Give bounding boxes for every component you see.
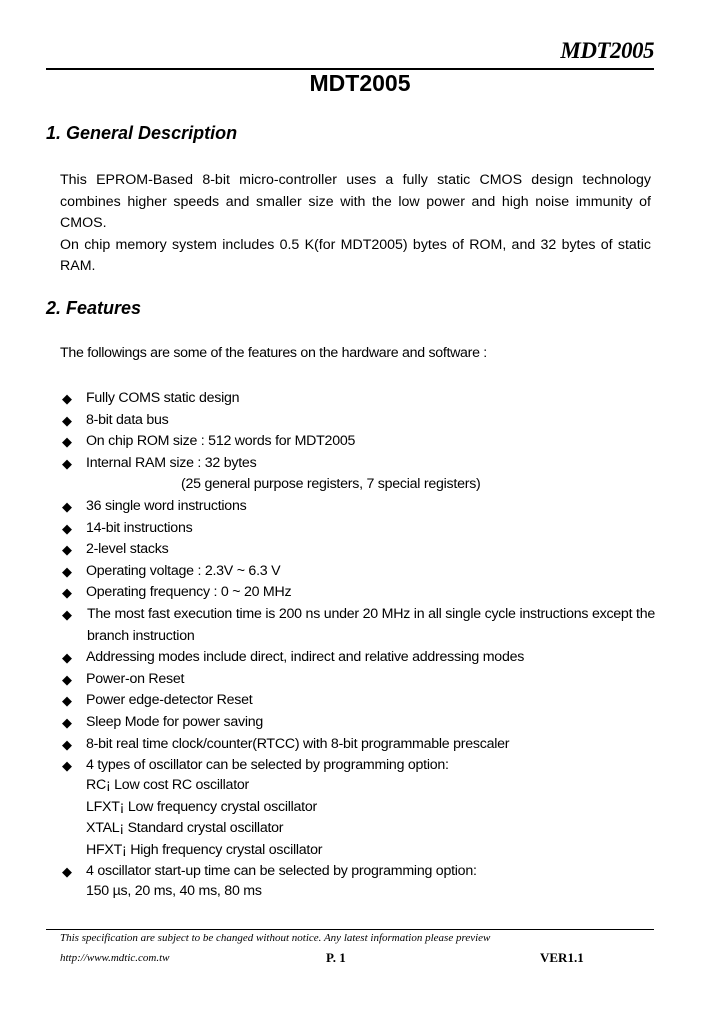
general-description-body bbox=[60, 170, 651, 278]
list-item: ◆ On chip ROM size : 512 words for MDT2005 bbox=[0, 431, 720, 453]
list-item: ◆ The most fast execution time is 200 ns under 20 MHz in all single cycle instructions except the branch instruction bbox=[62, 605, 655, 644]
list-item: ◆ 8-bit data bus bbox=[0, 410, 720, 432]
list-item: ◆ Sleep Mode for power saving bbox=[0, 712, 720, 734]
list-item: ◆ 36 single word instructions bbox=[0, 496, 720, 518]
diamond-bullet-icon: ◆ bbox=[62, 520, 72, 536]
section-heading-general-description: 1. General Description bbox=[46, 123, 238, 143]
footer-website-link[interactable]: http://www.mdtic.com.tw bbox=[60, 952, 170, 964]
features-intro: The followings are some of the features on the hardware and software : bbox=[60, 345, 487, 361]
diamond-bullet-icon: ◆ bbox=[62, 758, 72, 774]
diamond-bullet-icon: ◆ bbox=[62, 498, 72, 514]
diamond-bullet-icon: ◆ bbox=[62, 671, 72, 687]
memory-paragraph: On chip memory system includes 0.5 K(for MDT2005) bytes of ROM, and 32 bytes of static RAM. bbox=[60, 236, 651, 275]
oscillator-type-lfxt: LFXT¡ Low frequency crystal oscillator bbox=[86, 798, 317, 815]
list-item: ◆ Power-on Reset bbox=[0, 669, 720, 691]
diamond-bullet-icon: ◆ bbox=[62, 714, 72, 730]
diamond-bullet-icon: ◆ bbox=[62, 412, 72, 428]
page-number: P. 1 bbox=[326, 950, 346, 965]
document-title: MDT2005 bbox=[309, 70, 411, 96]
footer-notice: This specification are subject to be changed without notice. Any latest information please preview bbox=[60, 932, 491, 944]
startup-time-values: 150 µs, 20 ms, 40 ms, 80 ms bbox=[86, 883, 262, 900]
footer-rule bbox=[46, 929, 654, 930]
list-item: ◆ Internal RAM size : 32 bytes bbox=[0, 453, 720, 475]
running-header-title: MDT2005 bbox=[560, 38, 654, 63]
list-item: ◆ Addressing modes include direct, indirect and relative addressing modes bbox=[0, 647, 720, 669]
list-item: ◆ Fully COMS static design bbox=[0, 388, 720, 410]
diamond-bullet-icon: ◆ bbox=[62, 563, 72, 579]
diamond-bullet-icon: ◆ bbox=[62, 585, 72, 601]
oscillator-type-hfxt: HFXT¡ High frequency crystal oscillator bbox=[86, 841, 323, 858]
list-item: ◆ Operating frequency : 0 ~ 20 MHz bbox=[0, 582, 720, 604]
list-item: ◆ 4 oscillator start-up time can be selected by programming option: bbox=[0, 861, 720, 881]
features-list bbox=[0, 388, 720, 903]
list-item: ◆ 2-level stacks bbox=[0, 539, 720, 561]
diamond-bullet-icon: ◆ bbox=[62, 606, 72, 622]
list-item: ◆ 14-bit instructions bbox=[0, 518, 720, 540]
list-item: ◆ Power edge-detector Reset bbox=[0, 690, 720, 712]
oscillator-type-rc: RC¡ Low cost RC oscillator bbox=[86, 777, 250, 794]
diamond-bullet-icon: ◆ bbox=[62, 455, 72, 471]
description-paragraph: This EPROM-Based 8-bit micro-controller uses a fully static CMOS design technology combines higher speeds and smaller size with the low power and high noise immunity of CMOS. bbox=[60, 172, 651, 232]
diamond-bullet-icon: ◆ bbox=[62, 864, 72, 880]
diamond-bullet-icon: ◆ bbox=[62, 391, 72, 406]
list-item: ◆ Operating voltage : 2.3V ~ 6.3 V bbox=[0, 561, 720, 583]
diamond-bullet-icon: ◆ bbox=[62, 650, 72, 666]
list-item: ◆ 4 types of oscillator can be selected by programming option: bbox=[0, 755, 720, 775]
list-item: ◆ 8-bit real time clock/counter(RTCC) with 8-bit programmable prescaler bbox=[0, 734, 720, 756]
diamond-bullet-icon: ◆ bbox=[62, 434, 72, 450]
diamond-bullet-icon: ◆ bbox=[62, 542, 72, 558]
diamond-bullet-icon: ◆ bbox=[62, 736, 72, 752]
oscillator-type-xtal: XTAL¡ Standard crystal oscillator bbox=[86, 820, 284, 837]
section-heading-features: 2. Features bbox=[46, 298, 142, 318]
version-label: VER1.1 bbox=[540, 950, 584, 965]
diamond-bullet-icon: ◆ bbox=[62, 693, 72, 709]
ram-register-detail: (25 general purpose registers, 7 special registers) bbox=[181, 476, 481, 493]
